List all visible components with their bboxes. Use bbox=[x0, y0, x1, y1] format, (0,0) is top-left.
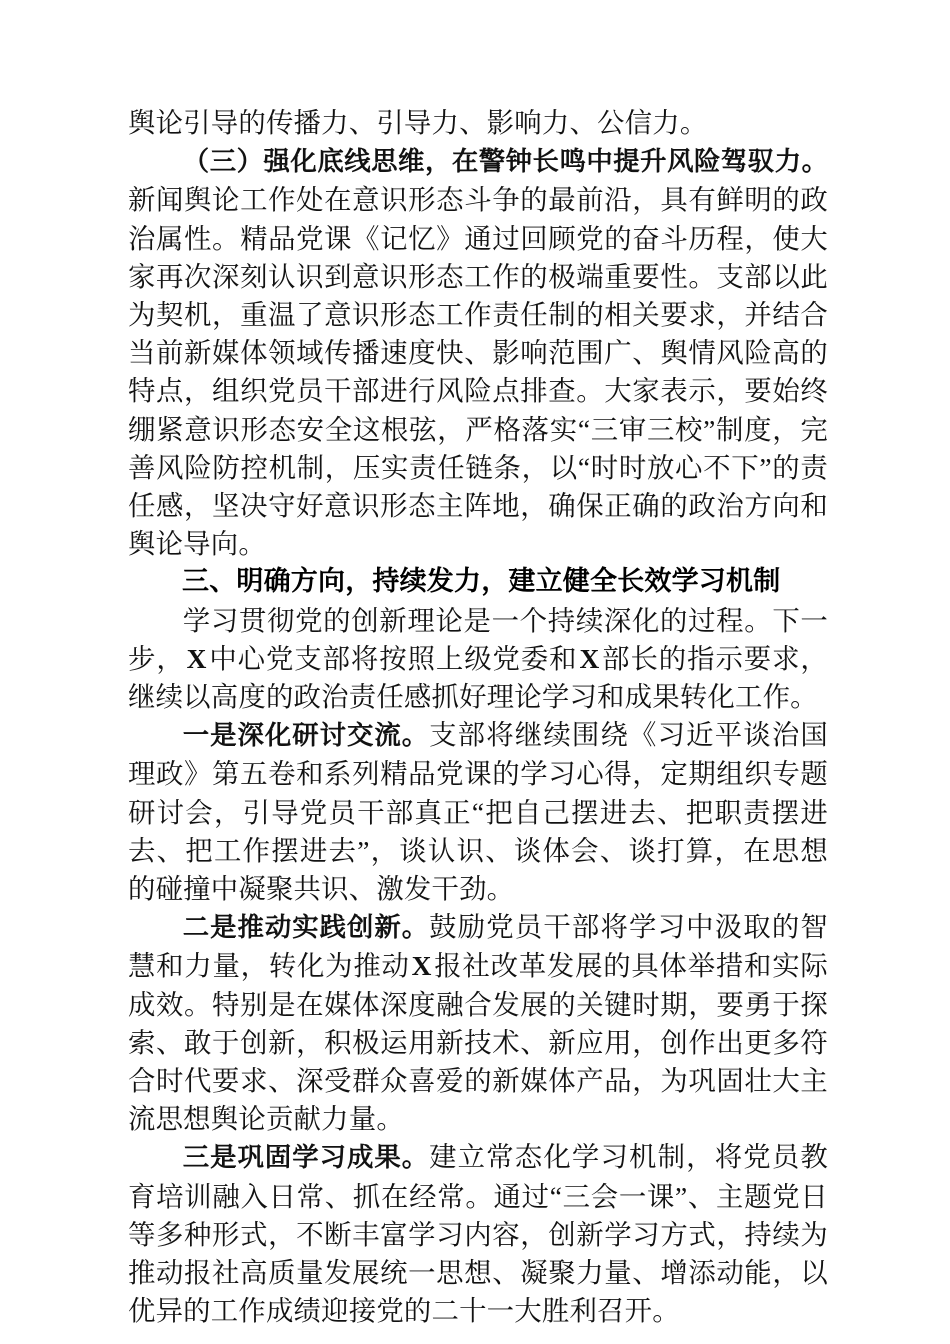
paragraph-intro: 学习贯彻党的创新理论是一个持续深化的过程。下一步，X中心党支部将按照上级党委和X部长的指示要求，继续以高度的政治责任感抓好理论学习和成果转化工作。 bbox=[128, 605, 828, 713]
paragraph-lead-in-item-three: 三是巩固学习成果。 bbox=[182, 1142, 430, 1174]
paragraph-lead-in-item-one: 一是深化研讨交流。 bbox=[182, 720, 430, 752]
paragraph-item-one bbox=[128, 716, 828, 908]
paragraph-section-three bbox=[128, 142, 828, 563]
paragraph-lead-in-item-two: 二是推动实践创新。 bbox=[182, 912, 430, 944]
section-heading-three: 三、明确方向，持续发力，建立健全长效学习机制 bbox=[182, 566, 781, 598]
latin-token: X bbox=[411, 951, 432, 982]
paragraph-lead-in-three: （三）强化底线思维，在警钟长鸣中提升风险驾驭力。 bbox=[182, 146, 828, 178]
document-body bbox=[128, 104, 828, 1331]
paragraph-continuation: 舆论引导的传播力、引导力、影响力、公信力。 bbox=[128, 108, 708, 138]
paragraph-item-three bbox=[128, 1138, 828, 1330]
paragraph-text-three: 新闻舆论工作处在意识形态斗争的最前沿，具有鲜明的政治属性。精品党课《记忆》通过回顾党的奋斗历程，使大家再次深刻认识到意识形态工作的极端重要性。支部以此为契机，重温了意识形态工作责任制的相关要求，并结合当前新媒体领域传播速度快、影响范围广、舆情风险高的特点，组织党员干部进行风险点排查。大家表示，要始终绷紧意识形态安全这根弦，严格落实“三审三校”制度，完善风险防控机制，压实责任链条，以“时时放心不下”的责任感，坚决守好意识形态主阵地，确保正确的政治方向和舆论导向。 bbox=[128, 185, 828, 560]
paragraph-text-item-three: 建立常态化学习机制，将党员教育培训融入日常、抓在经常。通过“三会一课”、主题党日等多种形式，不断丰富学习内容，创新学习方式，持续为推动报社高质量发展统一思想、凝聚力量、增添动能，以优异的工作成绩迎接党的二十一大胜利召开。 bbox=[128, 1142, 828, 1327]
paragraph-text-item-two: 鼓励党员干部将学习中汲取的智慧和力量，转化为推动X报社改革发展的具体举措和实际成效。特别是在媒体深度融合发展的关键时期，要勇于探索、敢于创新，积极运用新技术、新应用，创作出更多符合时代要求、深受群众喜爱的新媒体产品，为巩固壮大主流思想舆论贡献力量。 bbox=[128, 912, 828, 1135]
latin-token: X bbox=[579, 643, 600, 674]
paragraph-item-two bbox=[128, 908, 828, 1138]
latin-token: X bbox=[186, 643, 207, 674]
paragraph-text-item-one: 支部将继续围绕《习近平谈治国理政》第五卷和系列精品党课的学习心得，定期组织专题研讨会，引导党员干部真正“把自己摆进去、把职责摆进去、把工作摆进去”，谈认识、谈体会、谈打算，在思想的碰撞中凝聚共识、激发干劲。 bbox=[128, 720, 828, 905]
